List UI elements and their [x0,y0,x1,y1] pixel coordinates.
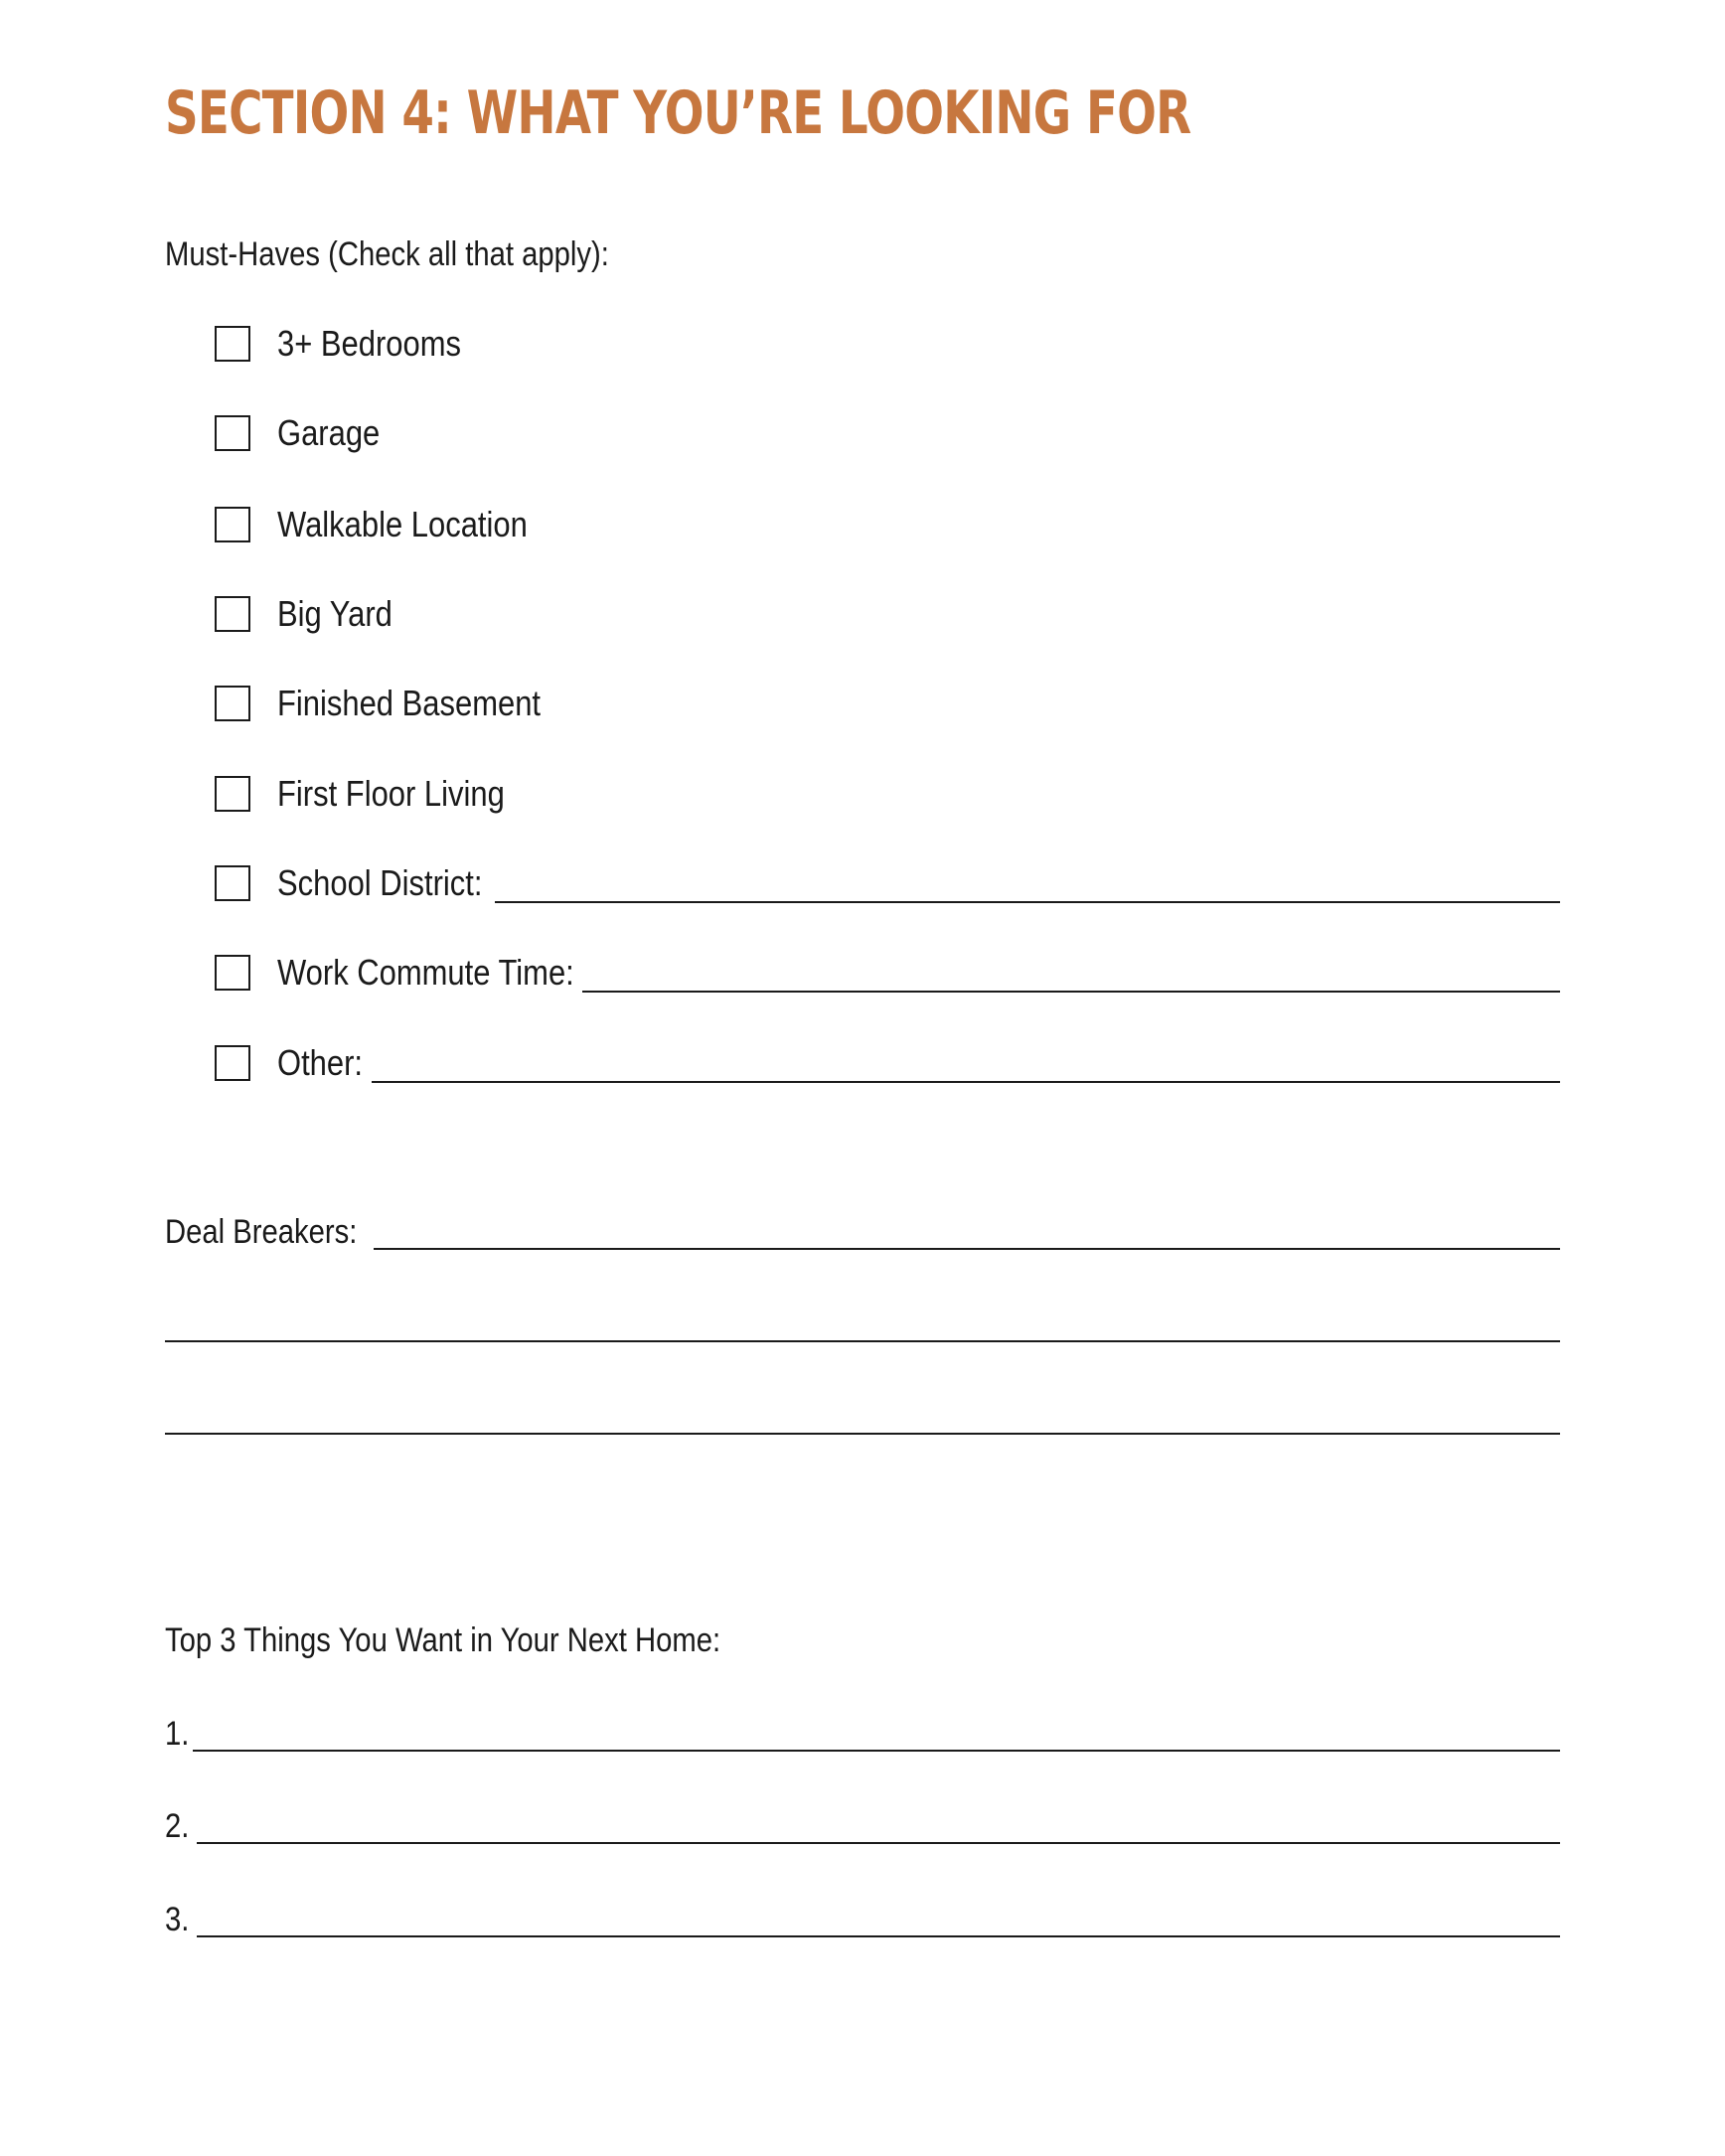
checklist-item-big-yard [215,592,392,636]
top-three-field-3[interactable] [197,1935,1560,1937]
top-three-number-2: 2. [165,1807,190,1845]
checklist-label: Finished Basement [277,683,542,723]
checkbox-garage[interactable] [215,415,250,451]
checklist-item-other [215,1041,364,1085]
deal-breakers-field-2[interactable] [165,1340,1560,1342]
checklist-label: School District: [277,862,483,903]
checkbox-school-district[interactable] [215,865,250,901]
checkbox-walkable-location[interactable] [215,507,250,542]
deal-breakers-field-3[interactable] [165,1433,1560,1435]
top-three-number-3: 3. [165,1901,190,1938]
top-three-number-1: 1. [165,1715,190,1753]
deal-breakers-label: Deal Breakers: [165,1213,358,1251]
checklist-item-garage [215,411,381,455]
checklist-label: Big Yard [277,593,392,634]
checkbox-first-floor-living[interactable] [215,776,250,812]
checkbox-other[interactable] [215,1045,250,1081]
checklist-label: 3+ Bedrooms [277,323,462,364]
checklist-item-first-floor-living [215,772,505,816]
checklist-item-work-commute [215,951,574,995]
checklist-item-school-district [215,861,483,905]
checklist-label: Walkable Location [277,504,528,544]
school-district-field[interactable] [495,901,1560,903]
checkbox-bedrooms[interactable] [215,326,250,362]
work-commute-field[interactable] [582,991,1560,993]
checklist-item-walkable-location [215,503,528,546]
top-three-field-1[interactable] [193,1750,1560,1752]
checklist-label: Other: [277,1042,364,1083]
checkbox-work-commute[interactable] [215,955,250,991]
top-three-field-2[interactable] [197,1842,1560,1844]
checkbox-big-yard[interactable] [215,596,250,632]
checklist-item-bedrooms [215,322,462,366]
checkbox-finished-basement[interactable] [215,686,250,721]
deal-breakers-field-1[interactable] [374,1248,1560,1250]
checklist-label: First Floor Living [277,773,505,814]
top-three-heading: Top 3 Things You Want in Your Next Home: [165,1621,721,1659]
other-field[interactable] [372,1081,1560,1083]
checklist-label: Work Commute Time: [277,952,574,993]
checklist-item-finished-basement [215,682,542,725]
section-title: SECTION 4: WHAT YOU’RE LOOKING FOR [165,78,1191,148]
must-haves-heading: Must-Haves (Check all that apply): [165,235,609,273]
checklist-label: Garage [277,412,381,453]
